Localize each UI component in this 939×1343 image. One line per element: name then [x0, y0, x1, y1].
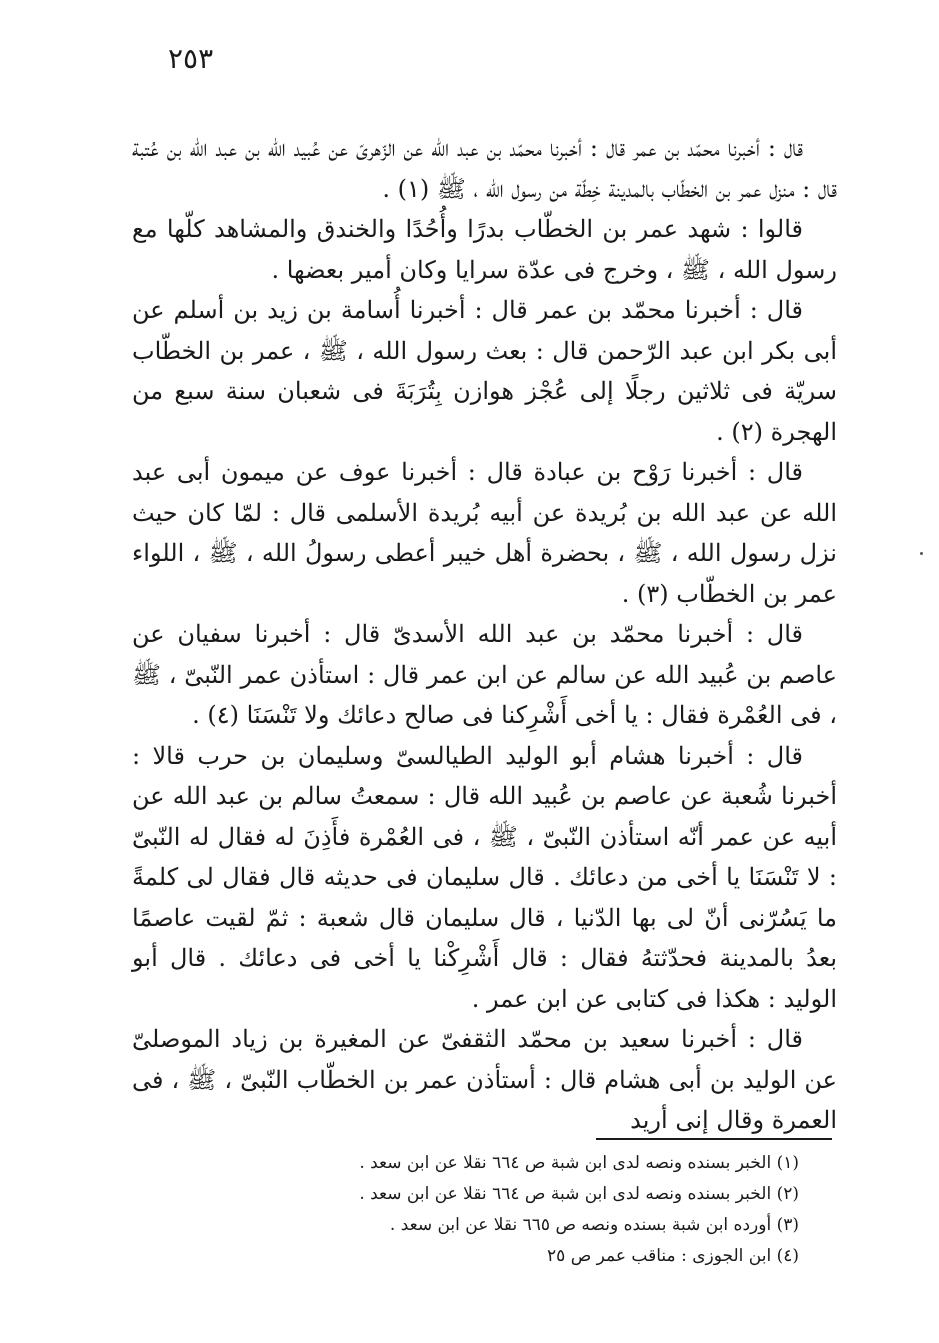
footnote: (٣) أورده ابن شبة بسنده ونصه ص ٦٦٥ نقلا عن ابن سعد .: [389, 1215, 799, 1235]
paragraph: قال : أخبرنا محمّد بن عبد الله الأسدىّ قال : أخبرنا سفيان عن عاصم بن عُبيد الله عن سالم عن ابن عمر قال : استأذن عمر النّبىّ ، ﷺ ، فى العُمْرة فقال : يا أخى أَشْرِكنا فى صالح دعائك ولا تَنْسَنَا (٤) .: [132, 620, 837, 729]
scan-speck: [920, 552, 923, 555]
footnote: (٤) ابن الجوزى : مناقب عمر ص ٢٥: [547, 1246, 799, 1266]
paragraph: قال : أخبرنا هشام أبو الوليد الطيالسىّ وسليمان بن حرب قالا : أخبرنا شُعبة عن عاصم بن عُبيد الله قال : سمعتُ سالم بن عبد الله عن أبيه عن عمر أنّه استأذن النّبىّ ، ﷺ ، فى العُمْرة فأَذِنَ له فقال له النّبىّ : لا تَنْسَنَا يا أخى من دعائك . قال سليمان فى حديثه قال فقال لى كلمةً ما يَسُرّنى أنّ لى بها الدّنيا ، قال سليمان قال شعبة : ثمّ لقيت عاصمًا بعدُ بالمدينة فحدّثتهُ فقال : قال أَشْرِكْنا يا أخى فى دعائك . قال أبو الوليد : هكذا فى كتابى عن ابن عمر .: [132, 741, 838, 1013]
paragraph: قال : أخبرنا رَوْح بن عبادة قال : أخبرنا عوف عن ميمون أبى عبد الله عن عبد الله بن بُريدة عن أبيه بُريدة الأسلمى قال : لمّا كان حيث نزل رسول الله ، ﷺ ، بحضرة أهل خيبر أعطى رسولُ الله ، ﷺ ، اللواء عمر بن الخطّاب (٣) .: [132, 458, 837, 608]
paragraph: قال : أخبرنا محمّد بن عمر قال : أخبرنا محمّد بن عبد الله عن الزّهرىّ عن عُبيد الله بن عبد الله بن عُتبة قال : منزل عمر بن الخطّاب بالمدينة خِطّة من رسول الله ، ﷺ (١) .: [132, 134, 837, 203]
footnotes: [132, 1148, 799, 1272]
page-number: ٢٥٣: [168, 42, 214, 75]
footnote-divider: [596, 1138, 832, 1140]
footnote: (١) الخبر بسنده ونصه لدى ابن شبة ص ٦٦٤ نقلا عن ابن سعد .: [359, 1153, 799, 1173]
main-text: [132, 128, 837, 1141]
paragraph: قال : أخبرنا محمّد بن عمر قال : أخبرنا أُسامة بن زيد بن أسلم عن أبى بكر ابن عبد الرّحمن قال : بعث رسول الله ، ﷺ ، عمر بن الخطّاب سريّة فى ثلاثين رجلًا إلى عُجْز هوازن بِتُرَبَةَ فى شعبان سنة سبع من الهجرة (٢) .: [132, 296, 837, 446]
paragraph: قال : أخبرنا سعيد بن محمّد الثقفىّ عن المغيرة بن زياد الموصلىّ عن الوليد بن أبى هشام قال : أستأذن عمر بن الخطّاب النّبىّ ، ﷺ ، فى العمرة وقال إنى أريد: [132, 1025, 837, 1134]
footnote: (٢) الخبر بسنده ونصه لدى ابن شبة ص ٦٦٤ نقلا عن ابن سعد .: [359, 1184, 799, 1204]
paragraph: قالوا : شهد عمر بن الخطّاب بدرًا وأُحُدًا والخندق والمشاهد كلّها مع رسول الله ، ﷺ ، وخرج فى عدّة سرايا وكان أمير بعضها .: [132, 215, 837, 284]
